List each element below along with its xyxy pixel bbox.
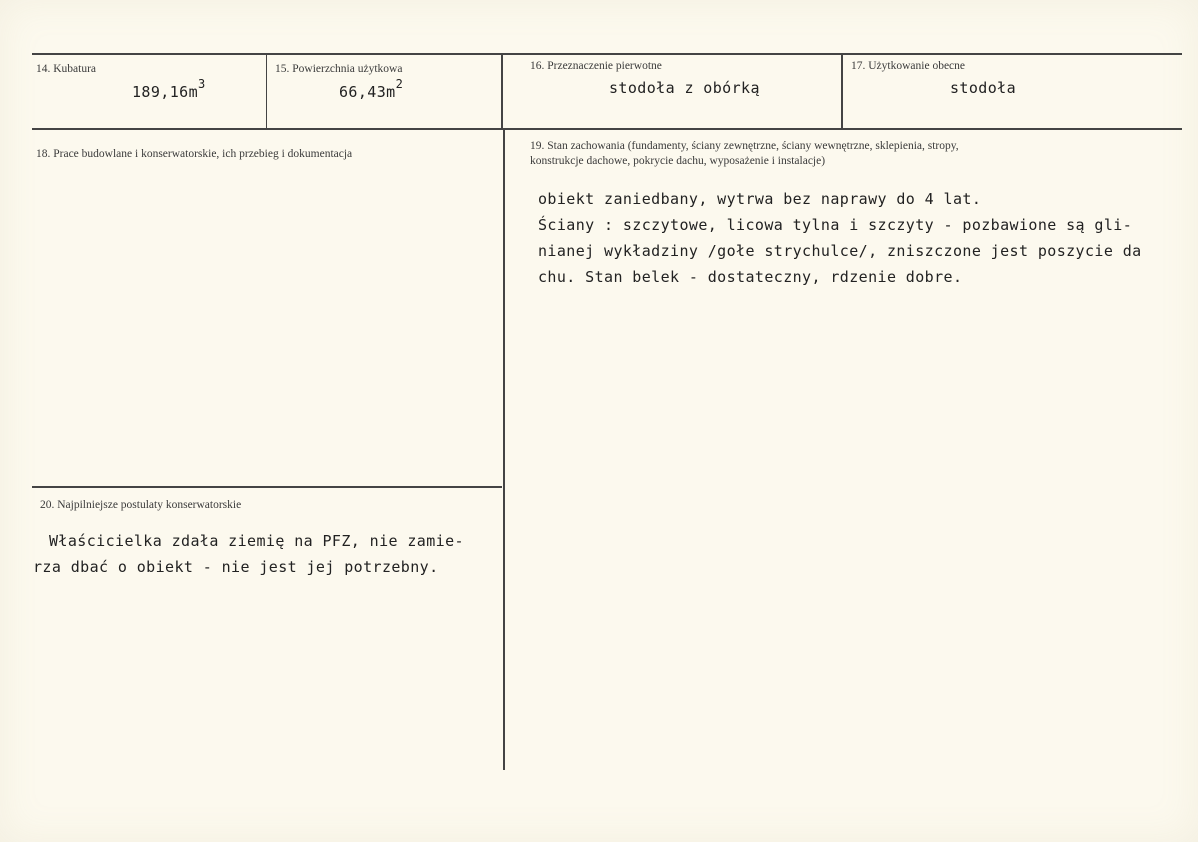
uzytkowanie-label: 17. Użytkowanie obecne <box>851 60 966 72</box>
przeznaczenie-label: 16. Przeznaczenie pierwotne <box>530 60 662 72</box>
stan-label-line1: 19. Stan zachowania (fundamenty, ściany zewnętrzne, ściany wewnętrzne, sklepienia, stropy, <box>530 140 959 152</box>
prace-label: 18. Prace budowlane i konserwatorskie, ich przebieg i dokumentacja <box>36 148 353 160</box>
powierzchnia-label: 15. Powierzchnia użytkowa <box>275 63 403 75</box>
divider-main <box>503 128 505 770</box>
powierzchnia-value <box>339 77 404 101</box>
stan-line: obiekt zaniedbany, wytrwa bez naprawy do 4 lat. <box>538 190 982 208</box>
stan-line: chu. Stan belek - dostateczny, rdzenie dobre. <box>538 268 963 286</box>
divider-14-15 <box>266 53 267 128</box>
top-rule <box>32 53 1182 55</box>
rule-18-20 <box>32 486 502 488</box>
kubatura-label: 14. Kubatura <box>36 63 97 75</box>
divider-15-16 <box>501 53 503 128</box>
row-rule <box>32 128 1182 130</box>
kubatura-number: 189,16m <box>132 83 199 101</box>
postulaty-label: 20. Najpilniejsze postulaty konserwatorskie <box>40 499 242 511</box>
kubatura-value <box>132 77 206 101</box>
kubatura-exponent: 3 <box>198 77 206 91</box>
stan-text <box>538 186 1183 290</box>
stan-label-line2: konstrukcje dachowe, pokrycie dachu, wyposażenie i instalacje) <box>530 155 826 167</box>
postulaty-line: rza dbać o obiekt - nie jest jej potrzebny. <box>33 558 439 576</box>
stan-line: nianej wykładziny /gołe strychulce/, zniszczone jest poszycie da <box>538 242 1142 260</box>
przeznaczenie-value: stodoła z obórką <box>609 79 760 97</box>
uzytkowanie-value: stodoła <box>950 79 1017 97</box>
powierzchnia-number: 66,43m <box>339 83 396 101</box>
postulaty-text <box>33 528 464 580</box>
divider-16-17 <box>841 53 843 128</box>
powierzchnia-exponent: 2 <box>395 77 404 91</box>
stan-line: Ściany : szczytowe, licowa tylna i szczyty - pozbawione są gli- <box>538 216 1133 234</box>
postulaty-line: Właścicielka zdała ziemię na PFZ, nie zamie- <box>49 532 464 550</box>
